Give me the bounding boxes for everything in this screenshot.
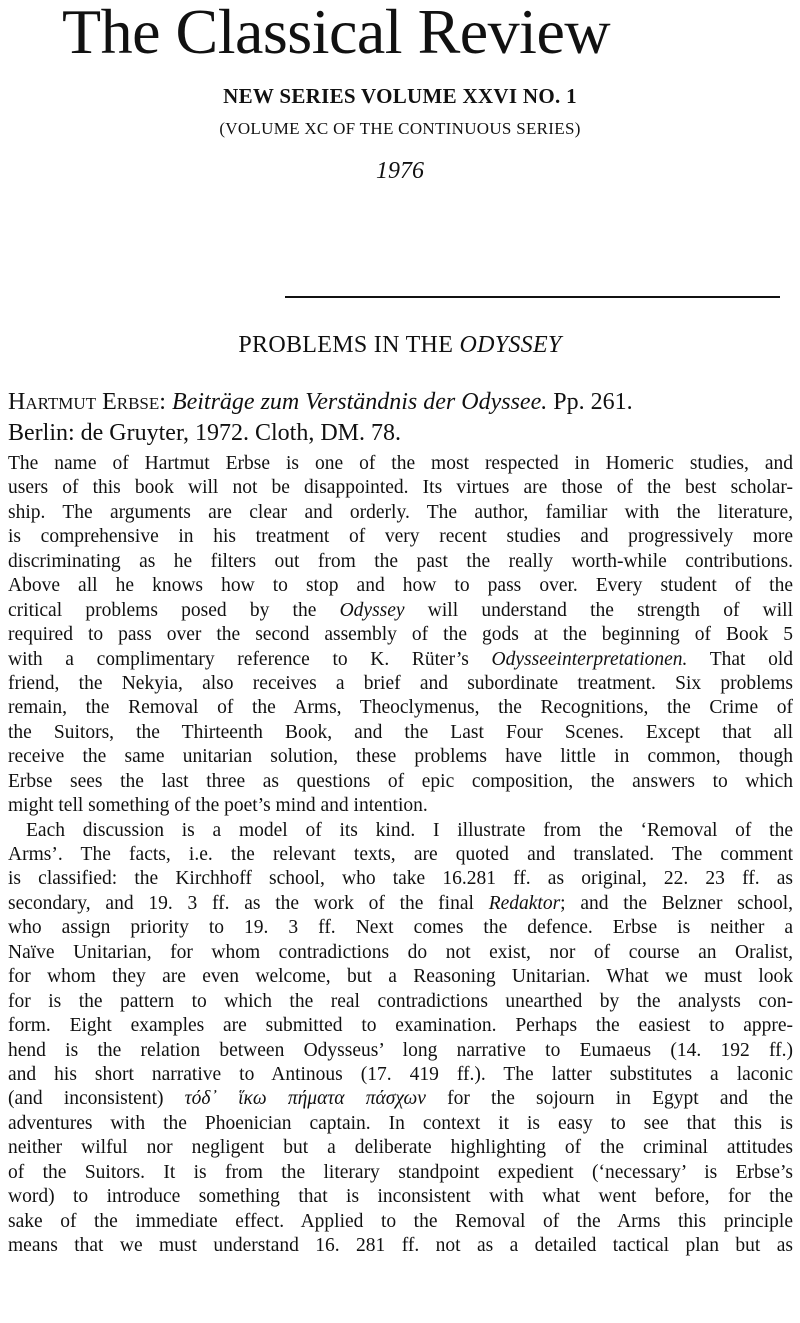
text-line (8, 648, 793, 672)
text-line: is classified: the Kirchhoff school, who take 16.281 ff. as original, 22. 23 ff. as (8, 868, 793, 890)
text-line: hend is the relation between Odysseus’ long narrative to Eumaeus (14. 192 ff.) (8, 1039, 793, 1061)
review-heading (8, 387, 793, 449)
text-line: Above all he knows how to stop and how to pass over. Every student of the (8, 575, 793, 597)
text-line: might tell something of the poet’s mind and intention. (8, 795, 428, 817)
text-line: adventures with the Phoenician captain. In context it is easy to see that this is (8, 1112, 793, 1134)
text-segment: ; and the Belzner school, (560, 892, 793, 914)
text-line: sake of the immediate effect. Applied to the Removal of the Arms this principle (8, 1210, 793, 1232)
text-line: The name of Hartmut Erbse is one of the most respected in Homeric studies, and (8, 453, 793, 474)
text-line (8, 599, 793, 623)
text-segment: secondary, and 19. 3 ff. as the work of the final (8, 892, 489, 914)
text-line: neither wilful nor negligent but a deliberate highlighting of the criminal attitudes (8, 1137, 793, 1159)
text-line: receive the same unitarian solution, these problems have little in common, though (8, 746, 793, 768)
text-segment: with a complimentary reference to K. Rüter’s (8, 648, 492, 670)
text-line: word) to introduce something that is inconsistent with what went before, for the (8, 1186, 793, 1208)
text-line (8, 1087, 793, 1111)
text-line: required to pass over the second assembly of the gods at the beginning of Book 5 (8, 624, 793, 646)
article-body (8, 452, 793, 1258)
text-line (8, 892, 793, 916)
reviewed-author: Hartmut Erbse (8, 389, 160, 415)
text-line: users of this book will not be disappointed. Its virtues are those of the best scholar- (8, 477, 793, 499)
text-line: Erbse sees the last three as questions of epic composition, the answers to which (8, 770, 793, 792)
continuous-series-line: (VOLUME XC OF THE CONTINUOUS SERIES) (219, 119, 581, 138)
text-line: for is the pattern to which the real contradictions unearthed by the analysts con- (8, 990, 793, 1012)
italic-text: Redaktor (488, 892, 561, 914)
text-line: remain, the Removal of the Arms, Theoclymenus, the Recognitions, the Crime of (8, 697, 793, 719)
text-line: and his short narrative to Antinous (17. 419 ff.). The latter substitutes a laconic (8, 1063, 793, 1085)
text-segment: That old (687, 648, 793, 670)
publication-year: 1976 (376, 158, 424, 184)
journal-title: The Classical Review (62, 0, 611, 67)
paragraph-1 (8, 452, 793, 819)
italic-text: Odysseeinterpretationen. (491, 648, 688, 670)
text-line: friend, the Nekyia, also receives a brief and subordinate treatment. Six problems (8, 672, 793, 694)
article-title-prefix: PROBLEMS IN THE (238, 332, 460, 358)
review-heading-line-1 (8, 387, 793, 418)
text-line: discriminating as he filters out from the past the really worth-while contributions. (8, 550, 793, 572)
text-segment: will understand the strength of will (404, 599, 793, 621)
review-heading-line-2: Berlin: de Gruyter, 1972. Cloth, DM. 78. (8, 420, 401, 446)
paragraph-2 (8, 819, 793, 1259)
heading-separator: : (159, 389, 172, 415)
text-line: means that we must understand 16. 281 ff. not as a detailed tactical plan but as (8, 1235, 793, 1256)
text-line: for whom they are even welcome, but a Reasoning Unitarian. What we must look (8, 966, 793, 988)
text-segment: for the sojourn in Egypt and the (425, 1088, 793, 1110)
text-line: of the Suitors. It is from the literary standpoint expedient (‘necessary’ is Erbse’s (8, 1161, 793, 1183)
series-line: NEW SERIES VOLUME XXVI NO. 1 (223, 84, 577, 108)
text-line: Naïve Unitarian, for whom contradictions do not exist, nor of course an Oralist, (8, 941, 793, 963)
reviewed-book-title: Beiträge zum Verständnis der Odyssee. (171, 389, 548, 415)
italic-text: τόδ᾽ ἵκω πήματα πάσχων (184, 1088, 426, 1110)
text-line: Arms’. The facts, i.e. the relevant texts, are quoted and translated. The comment (8, 844, 793, 865)
text-line: form. Eight examples are submitted to examination. Perhaps the easiest to appre- (8, 1015, 793, 1037)
text-line: who assign priority to 19. 3 ff. Next comes the defence. Erbse is neither a (8, 917, 793, 939)
text-segment: critical problems posed by the (8, 599, 340, 621)
text-segment: (and inconsistent) (8, 1088, 185, 1110)
book-pages: Pp. 261. (547, 389, 633, 415)
text-line: is comprehensive in his treatment of very recent studies and progressively more (8, 526, 793, 548)
italic-text: Odyssey (339, 599, 405, 621)
article-title-italic: ODYSSEY (459, 332, 562, 358)
text-line: ship. The arguments are clear and orderly. The author, familiar with the literature, (8, 501, 793, 523)
text-line: Each discussion is a model of its kind. I illustrate from the ‘Removal of the (26, 819, 793, 841)
horizontal-rule (285, 296, 780, 298)
article-title (0, 332, 800, 359)
text-line: the Suitors, the Thirteenth Book, and the Last Four Scenes. Except that all (8, 721, 793, 743)
